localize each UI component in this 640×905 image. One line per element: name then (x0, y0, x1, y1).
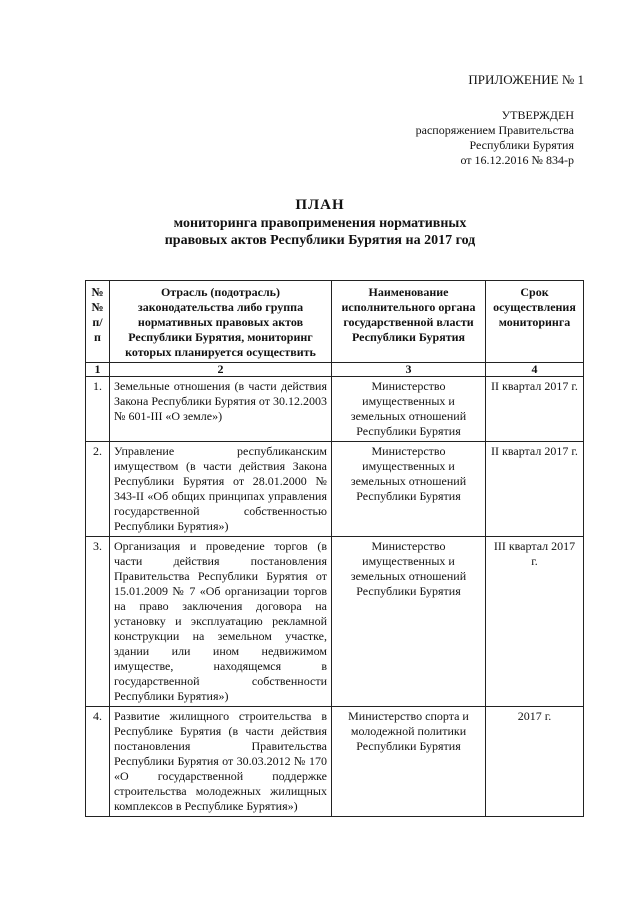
title-line-2: мониторинга правоприменения нормативных (173, 216, 467, 231)
monitoring-plan-table (85, 280, 584, 817)
row-organ: Министерство имущественных и земельных отношений Республики Бурятия (332, 442, 486, 537)
row-subject: Организация и проведение торгов (в части действия постановления Правительства Республики Бурятия от 15.01.2009 № 7 «Об организации торгов на право заключения договора на установку и эксплуатацию рекламной конструкции на земельном участке, здании или ином недвижимом имуществе, находящемся в государственной собственности Республики Бурятия») (110, 537, 332, 707)
row-organ: Министерство имущественных и земельных отношений Республики Бурятия (332, 537, 486, 707)
row-subject: Управление республиканским имуществом (в части действия Закона Республики Бурятия от 28.01.2000 № 343-II «Об общих принципах управления государственной собственностью Республики Бурятия») (110, 442, 332, 537)
table-row (86, 377, 584, 442)
table-row (86, 537, 584, 707)
title-line-3: правовых актов Республики Бурятия на 2017 год (164, 233, 476, 248)
row-organ: Министерство спорта и молодежной политики Республики Бурятия (332, 707, 486, 817)
row-term: 2017 г. (486, 707, 584, 817)
row-term: II квартал 2017 г. (486, 442, 584, 537)
header-subject: Отрасль (подотрасль) законодательства либо группа нормативных правовых актов Республики Бурятия, мониторинг которых планируется осуществить (110, 281, 332, 363)
header-organ: Наименование исполнительного органа государственной власти Республики Бурятия (332, 281, 486, 363)
row-subject: Развитие жилищного строительства в Республике Бурятия (в части действия постановления Правительства Республики Бурятия от 30.03.2012 № 170 «О государственной поддержке строительства молодежных жилищных комплексов в Республике Бурятия») (110, 707, 332, 817)
title-line-1: ПЛАН (295, 197, 345, 213)
column-number: 3 (332, 363, 486, 377)
row-term: III квартал 2017 г. (486, 537, 584, 707)
approved-label: УТВЕРЖДЕН (501, 108, 574, 122)
column-number: 2 (110, 363, 332, 377)
approval-block (416, 108, 574, 168)
approved-by-line1: распоряжением Правительства (415, 123, 574, 137)
column-number: 1 (86, 363, 110, 377)
header-term: Срок осуществления мониторинга (486, 281, 584, 363)
header-number: №№ п/п (86, 281, 110, 363)
approved-date: от 16.12.2016 № 834-р (460, 153, 574, 167)
table-row (86, 707, 584, 817)
document-title (0, 196, 640, 249)
row-number: 2. (86, 442, 110, 537)
row-subject: Земельные отношения (в части действия Закона Республики Бурятия от 30.12.2003 № 601-III «О земле») (110, 377, 332, 442)
column-numbering-row (86, 363, 584, 377)
table-header-row (86, 281, 584, 363)
annex-label: ПРИЛОЖЕНИЕ № 1 (468, 72, 584, 87)
row-number: 4. (86, 707, 110, 817)
row-organ: Министерство имущественных и земельных отношений Республики Бурятия (332, 377, 486, 442)
row-term: II квартал 2017 г. (486, 377, 584, 442)
row-number: 1. (86, 377, 110, 442)
approved-by-line2: Республики Бурятия (469, 138, 574, 152)
table-row (86, 442, 584, 537)
row-number: 3. (86, 537, 110, 707)
column-number: 4 (486, 363, 584, 377)
